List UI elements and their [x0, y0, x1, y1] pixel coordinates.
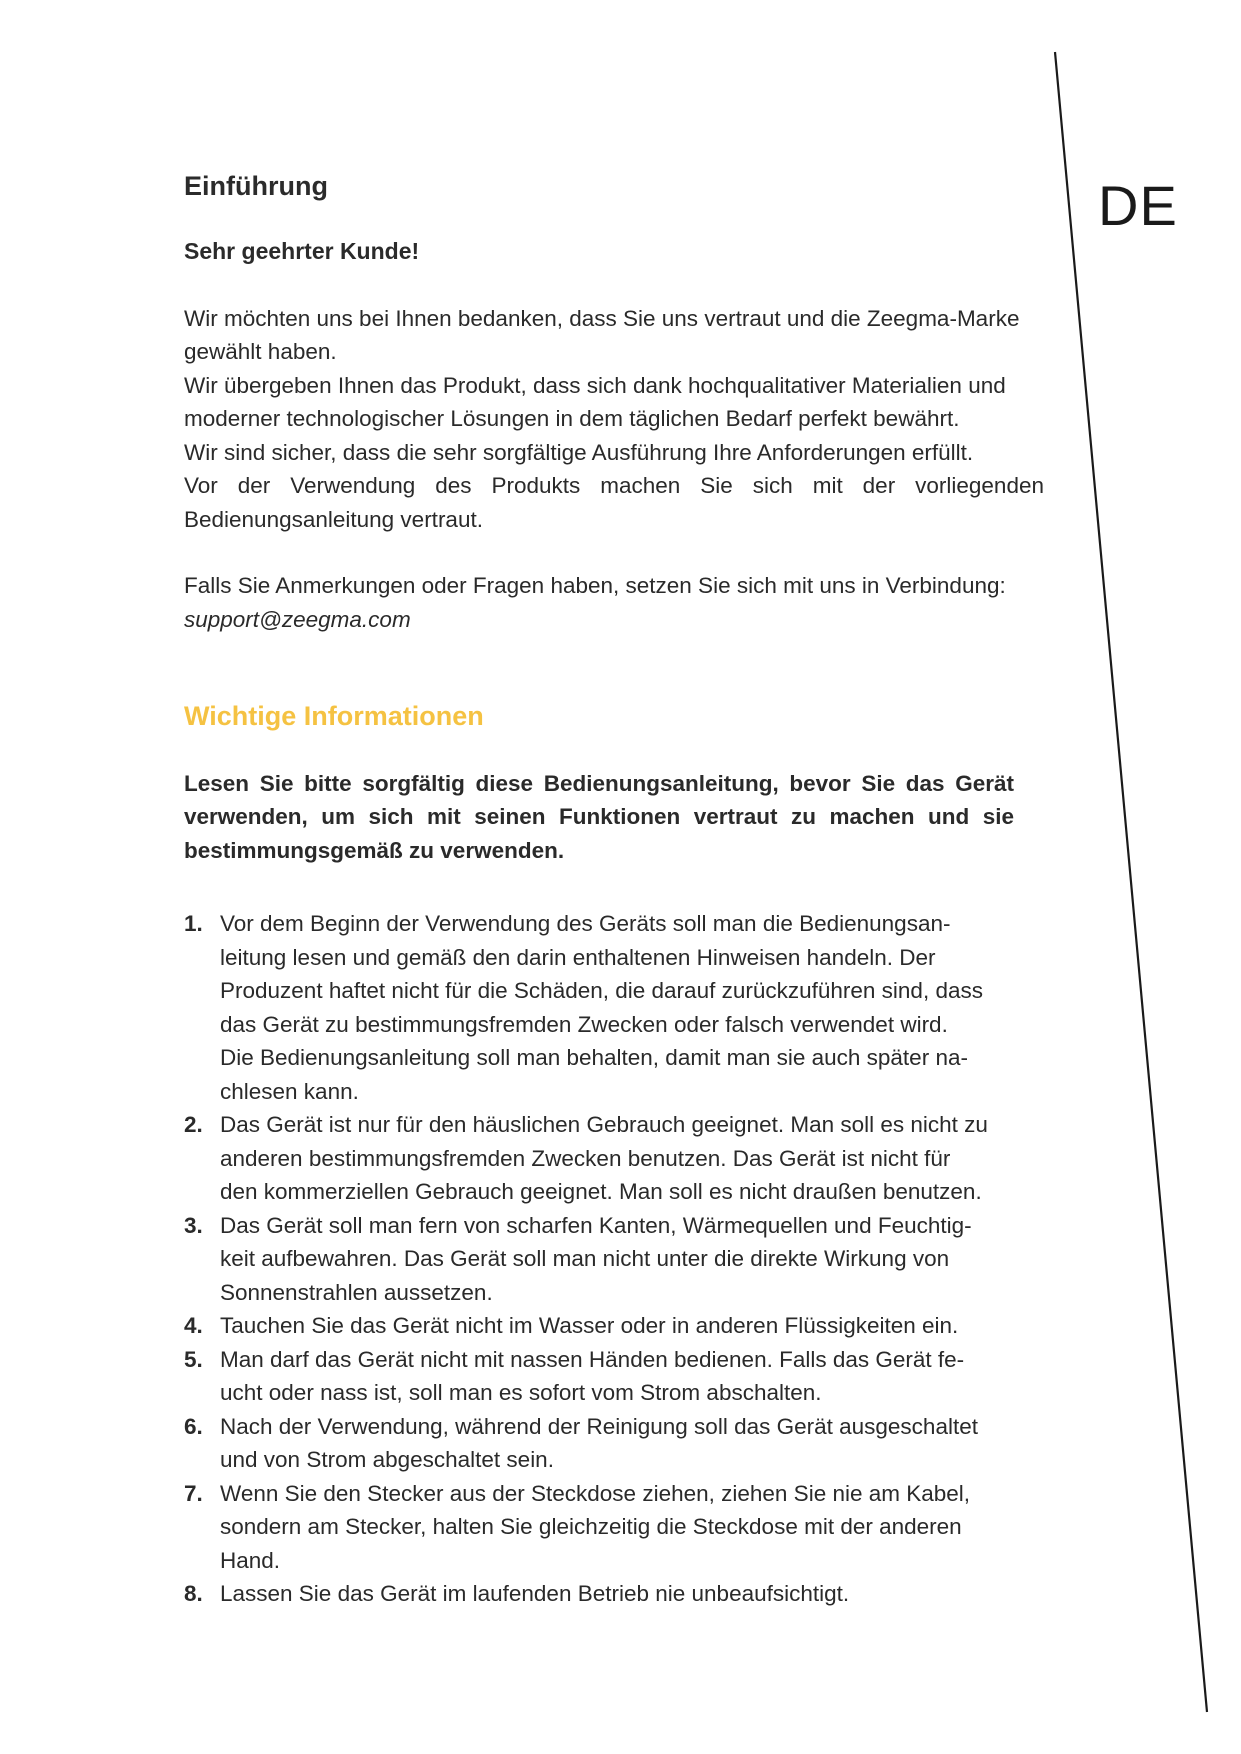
list-item-number: 2. — [184, 1112, 203, 1138]
contact-text: Falls Sie Anmerkungen oder Fragen haben, setzen Sie sich mit uns in Verbindung: — [184, 573, 1006, 599]
warning-paragraph — [184, 767, 1014, 868]
list-item — [184, 1577, 1074, 1611]
list-item — [184, 1343, 1074, 1410]
list-item-line: das Gerät zu bestimmungsfremden Zwecken oder falsch verwendet wird. — [220, 1011, 948, 1037]
list-item — [184, 1108, 1074, 1209]
list-item — [184, 1477, 1074, 1578]
list-item-line: Produzent haftet nicht für die Schäden, die darauf zurückzuführen sind, dass — [220, 978, 983, 1004]
list-item-line: Lassen Sie das Gerät im laufenden Betrieb nie unbeaufsichtigt. — [220, 1581, 850, 1607]
intro-line: moderner technologischer Lösungen in dem täglichen Bedarf perfekt bewährt. — [184, 406, 960, 432]
intro-line: Vor der Verwendung des Produkts machen Sie sich mit der vorliegenden — [184, 473, 1044, 499]
list-item-line: anderen bestimmungsfremden Zwecken benutzen. Das Gerät ist nicht für — [220, 1145, 951, 1171]
list-item-number: 6. — [184, 1413, 203, 1439]
list-item-line: chlesen kann. — [220, 1078, 359, 1104]
list-item — [184, 907, 1074, 1108]
intro-line: Bedienungsanleitung vertraut. — [184, 506, 483, 532]
list-item-line: Tauchen Sie das Gerät nicht im Wasser oder in anderen Flüssigkeiten ein. — [220, 1313, 959, 1339]
diagonal-divider — [1055, 52, 1207, 1712]
intro-heading: Einführung — [184, 171, 328, 201]
list-item-line: ucht oder nass ist, soll man es sofort vom Strom abschalten. — [220, 1380, 822, 1406]
intro-line: Wir möchten uns bei Ihnen bedanken, dass Sie uns vertraut und die Zeegma-Marke — [184, 305, 1020, 331]
contact-paragraph — [184, 569, 1074, 636]
list-item-number: 1. — [184, 911, 203, 937]
contact-email-link[interactable]: support@zeegma.com — [184, 606, 411, 632]
list-item-line: Vor dem Beginn der Verwendung des Geräts soll man die Bedienungsan- — [220, 911, 951, 937]
list-item-line: Sonnenstrahlen aussetzen. — [220, 1279, 493, 1305]
list-item-line: Nach der Verwendung, während der Reinigung soll das Gerät ausgeschaltet — [220, 1413, 978, 1439]
list-item-number: 8. — [184, 1581, 203, 1607]
list-item-line: Wenn Sie den Stecker aus der Steckdose ziehen, ziehen Sie nie am Kabel, — [220, 1480, 971, 1506]
page-content — [184, 170, 1074, 1611]
intro-line: Wir übergeben Ihnen das Produkt, dass sich dank hochqualitativer Materialien und — [184, 372, 1006, 398]
list-item-line: keit aufbewahren. Das Gerät soll man nicht unter die direkte Wirkung von — [220, 1246, 950, 1272]
language-tag: DE — [1098, 174, 1178, 237]
safety-rules-list — [184, 907, 1074, 1611]
warning-line: Lesen Sie bitte sorgfältig diese Bedienungsanleitung, bevor Sie das Gerät — [184, 770, 1014, 796]
list-item-line: leitung lesen und gemäß den darin enthaltenen Hinweisen handeln. Der — [220, 944, 936, 970]
list-item-line: Die Bedienungsanleitung soll man behalten, damit man sie auch später na- — [220, 1045, 968, 1071]
list-item-number: 3. — [184, 1212, 203, 1238]
warning-line: verwenden, um sich mit seinen Funktionen vertraut zu machen und sie — [184, 804, 1014, 830]
intro-line: gewählt haben. — [184, 339, 337, 365]
list-item-line: und von Strom abgeschaltet sein. — [220, 1447, 554, 1473]
list-item-line: Das Gerät ist nur für den häuslichen Gebrauch geeignet. Man soll es nicht zu — [220, 1112, 988, 1138]
list-item-line: Hand. — [220, 1547, 281, 1573]
list-item — [184, 1209, 1074, 1310]
list-item-number: 7. — [184, 1480, 203, 1506]
list-item — [184, 1410, 1074, 1477]
list-item-line: den kommerziellen Gebrauch geeignet. Man soll es nicht draußen benutzen. — [220, 1179, 982, 1205]
list-item-line: Man darf das Gerät nicht mit nassen Händen bedienen. Falls das Gerät fe- — [220, 1346, 965, 1372]
greeting: Sehr geehrter Kunde! — [184, 238, 420, 265]
list-item-number: 5. — [184, 1346, 203, 1372]
list-item — [184, 1309, 1074, 1343]
list-item-number: 4. — [184, 1313, 203, 1339]
important-info-heading: Wichtige Informationen — [184, 701, 484, 732]
list-item-line: Das Gerät soll man fern von scharfen Kanten, Wärmequellen und Feuchtig- — [220, 1212, 972, 1238]
intro-line: Wir sind sicher, dass die sehr sorgfältige Ausführung Ihre Anforderungen erfüllt. — [184, 439, 974, 465]
intro-paragraph — [184, 302, 1074, 537]
warning-line: bestimmungsgemäß zu verwenden. — [184, 837, 565, 863]
list-item-line: sondern am Stecker, halten Sie gleichzeitig die Steckdose mit der anderen — [220, 1514, 962, 1540]
